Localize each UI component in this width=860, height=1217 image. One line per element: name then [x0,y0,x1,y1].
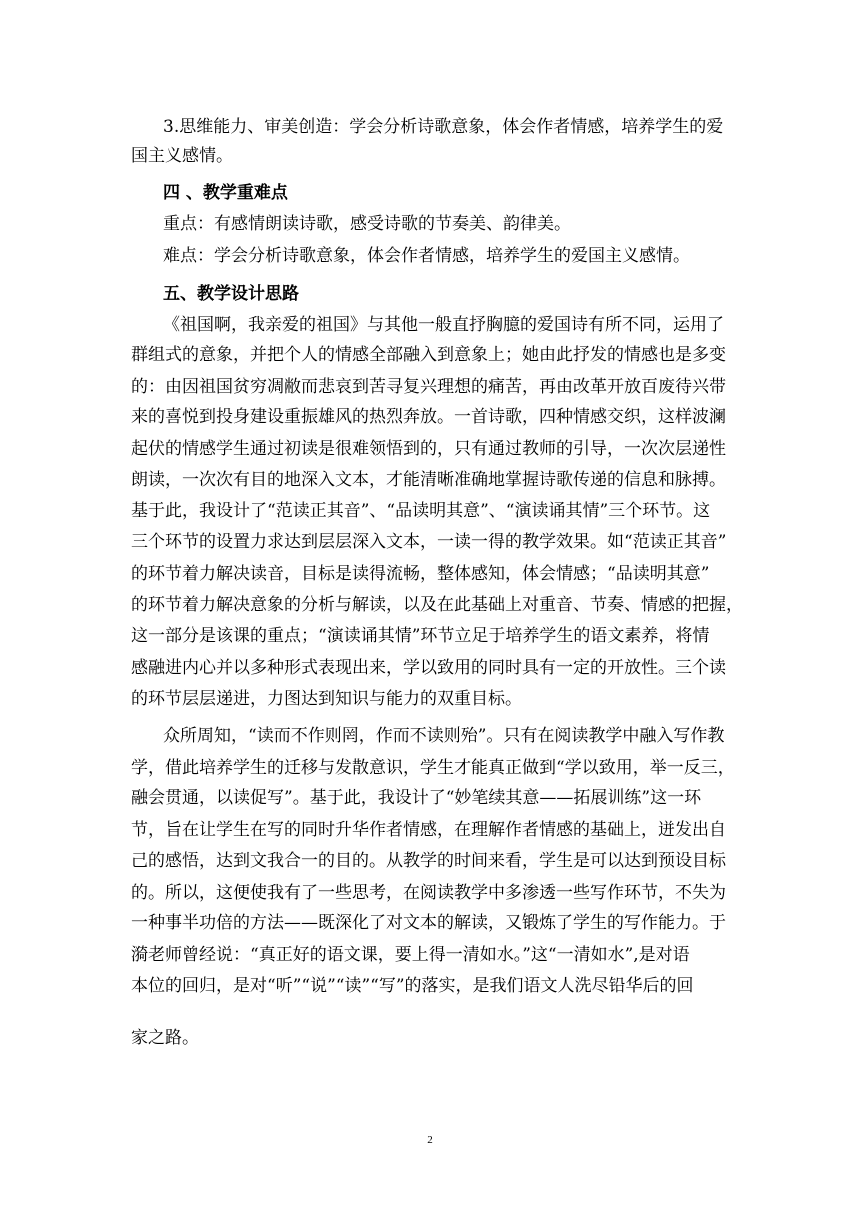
paragraph-line: 漪老师曾经说：“真正好的语文课，要上得一清如水。”这“一清如水”,是对语 [131,945,690,965]
paragraph-line: 三个环节的设置力求达到层层深入文本，一读一得的教学效果。如“范读正其音” [131,532,727,552]
section-heading-design: 五、教学设计思路 [163,284,299,304]
paragraph-line: 众所周知，“读而不作则罔，作而不读则殆”。只有在阅读教学中融入写作教 [163,726,725,746]
objective-line: 国主义感情。 [131,146,233,166]
paragraph-line: 己的感悟，达到文我合一的目的。从教学的时间来看，学生是可以达到预设目标 [131,851,726,871]
paragraph-line: 节，旨在让学生在写的同时升华作者情感，在理解作者情感的基础上，迸发出自 [131,820,726,840]
paragraph-line: 《祖国啊，我亲爱的祖国》与其他一般直抒胸臆的爱国诗有所不同，运用了 [163,315,724,335]
paragraph-line: 的环节着力解决读音，目标是读得流畅，整体感知，体会情感；“品读明其意” [131,564,710,584]
paragraph-line: 的环节着力解决意象的分析与解读，以及在此基础上对重音、节奏、情感的把握， [131,595,743,615]
paragraph-line: 的。所以，这便使我有了一些思考，在阅读教学中多渗透一些写作环节，不失为 [131,883,726,903]
paragraph-line: 群组式的意象，并把个人的情感全部融入到意象上；她由此抒发的情感也是多变 [131,345,726,365]
paragraph-line: 起伏的情感学生通过初读是很难领悟到的，只有通过教师的引导，一次次层递性 [131,439,726,459]
paragraph-line: 的：由因祖国贫穷凋敝而悲哀到苦寻复兴理想的痛苦，再由改革开放百废待兴带 [131,377,726,397]
paragraph-line: 融会贯通，以读促写”。基于此，我设计了“妙笔续其意——拓展训练”这一环 [131,788,702,808]
difficulty-line: 难点：学会分析诗歌意象，体会作者情感，培养学生的爱国主义感情。 [163,246,690,266]
paragraph-line: 感融进内心并以多种形式表现出来，学以致用的同时具有一定的开放性。三个读 [131,658,726,678]
paragraph-line: 一种事半功倍的方法——既深化了对文本的解读，又锻炼了学生的写作能力。于 [131,913,726,933]
paragraph-line: 的环节层层递进，力图达到知识与能力的双重目标。 [131,689,522,709]
paragraph-line: 朗读，一次次有目的地深入文本，才能清晰准确地掌握诗歌传递的信息和脉搏。 [131,470,726,490]
paragraph-line: 学，借此培养学生的迁移与发散意识，学生才能真正做到“学以致用，举一反三， [131,758,735,778]
key-point-line: 重点：有感情朗读诗歌，感受诗歌的节奏美、韵律美。 [163,214,571,234]
objective-line: 3.思维能力、审美创造：学会分析诗歌意象，体会作者情感，培养学生的爱 [163,117,724,137]
section-heading-key-points: 四 、教学重难点 [163,183,288,203]
paragraph-line: 家之路。 [131,1028,199,1048]
page-number: 2 [427,1134,433,1146]
paragraph-line: 本位的回归，是对“听”“说”“读”“写”的落实，是我们语文人洗尽铅华后的回 [131,976,694,996]
paragraph-line: 这一部分是该课的重点；“演读诵其情”环节立足于培养学生的语文素养，将情 [131,626,710,646]
paragraph-line: 基于此，我设计了“范读正其音”、“品读明其意”、“演读诵其情”三个环节。这 [131,501,711,521]
paragraph-line: 来的喜悦到投身建设重振雄风的热烈奔放。一首诗歌，四种情感交织，这样波澜 [131,407,726,427]
